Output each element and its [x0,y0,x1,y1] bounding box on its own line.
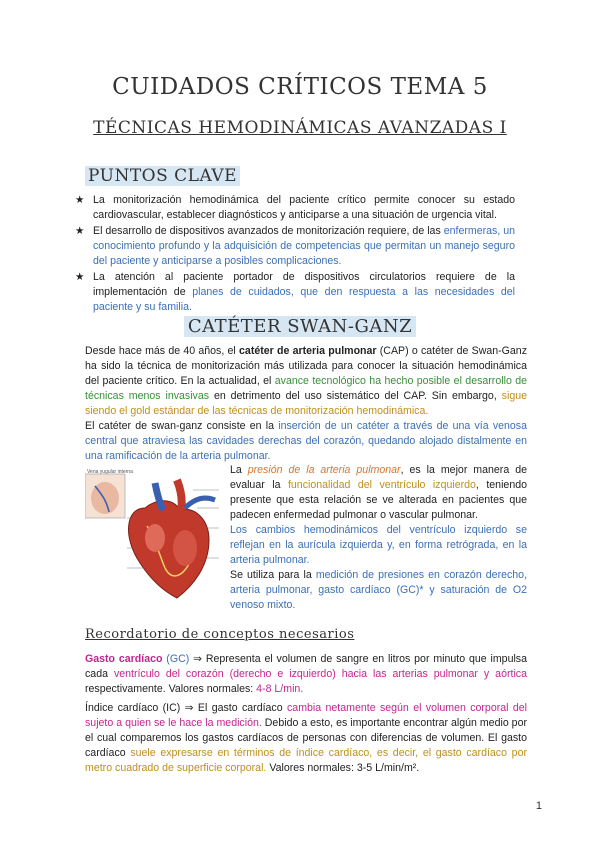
key-point-text: El desarrollo de dispositivos avanzados de monitorización requiere, de las [93,225,444,237]
star-icon: ★ [75,225,85,237]
star-icon: ★ [75,194,85,206]
key-point-text: La atención al paciente portador de dispositivos circulatorios requiere de la implementación de [93,271,515,298]
key-point-text: La monitorización hemodinámica del paciente crítico permite conocer su estado cardiovascular, establecer diagnósticos y anticiparse a una situación de urgencia vital. [93,194,515,221]
key-point-highlight: planes de cuidados, que den respuesta a las necesidades del paciente y su familia. [93,286,515,313]
cap-term: catéter de arteria pulmonar [239,345,377,357]
swan-ganz-heading-text: CATÉTER SWAN-GANZ [184,316,416,337]
key-points-list [75,193,515,316]
cardiac-index-paragraph: Índice cardíaco (IC) ⇒ El gasto cardíaco cambia netamente según el volumen corporal del sujeto a quien se le hace la medición. Debido a esto, es importante encontrar algún medio por el cual comparemos los gastos cardíacos de personas con diferencias de volumen. El gasto cardíaco suele expresarse en términos de índice cardíaco, es decir, el gasto cardíaco por metro cuadrado de superficie corporal. Valores normales: 3-5 L/min/m². [85,702,528,774]
cardiac-output-paragraph: Gasto cardíaco (GC) ⇒ Representa el volumen de sangre en litros por minuto que impulsa cada ventrículo del corazón (derecho e izquierdo) hacia las arterias pulmonar y aórtica respectivamente. Valores normales: 4-8 L/min. [85,653,527,695]
key-points-heading: PUNTOS CLAVE [85,166,240,186]
key-point-item [75,270,515,315]
pulmonary-pressure-column: La presión de la arteria pulmonar, es la mejor manera de evaluar la funcionalidad del ventrículo izquierdo, teniendo presente que esta relación se ve alterada en pacientes que padecen enfermedad pulmonar o vascular pulmonar. Los cambios hemodinámicos del ventrículo izquierdo se reflejan en la aurícula izquierda y, en forma retrógrada, en la arteria pulmonar. Se utiliza para la medición de presiones en corazón derecho, arteria pulmonar, gasto cardíaco (GC)* y saturación de O2 venoso mixto. [230,464,528,611]
page-title: CUIDADOS CRÍTICOS TEMA 5 [112,74,488,100]
heart-catheter-illustration [85,468,225,606]
recall-heading: Recordatorio de conceptos necesarios [85,627,355,642]
swan-ganz-heading [0,316,600,337]
swan-paragraph-2: El catéter de swan-ganz consiste en la inserción de un catéter a través de una vía venosa central que atraviesa las cavidades derechas del corazón, quedando alojado distalmente en una ramificación de la arteria pulmonar. [85,420,527,462]
star-icon: ★ [75,271,85,283]
page-subtitle: TÉCNICAS HEMODINÁMICAS AVANZADAS I [93,118,507,138]
key-point-item [75,193,515,223]
page-number: 1 [535,800,542,812]
svg-text:Vena yugular interna: Vena yugular interna [87,469,133,475]
swan-paragraph-1: Desde hace más de 40 años, el catéter de arteria pulmonar (CAP) o catéter de Swan-Ganz ha sido la técnica de monitorización más utilizada para conocer la situación hemodinámica del paciente crítico. En la actualidad, el avance tecnológico ha hecho posible el desarrollo de técnicas menos invasivas en detrimento del uso sistemático del CAP. Sin embargo, sigue siendo el gold estándar de las técnicas de monitorización hemodinámica. [85,345,527,417]
key-point-highlight: enfermeras, un conocimiento profundo y la adquisición de competencias que permitan un manejo seguro del paciente y anticiparse a posibles complicaciones. [93,225,516,267]
key-point-item [75,224,515,269]
